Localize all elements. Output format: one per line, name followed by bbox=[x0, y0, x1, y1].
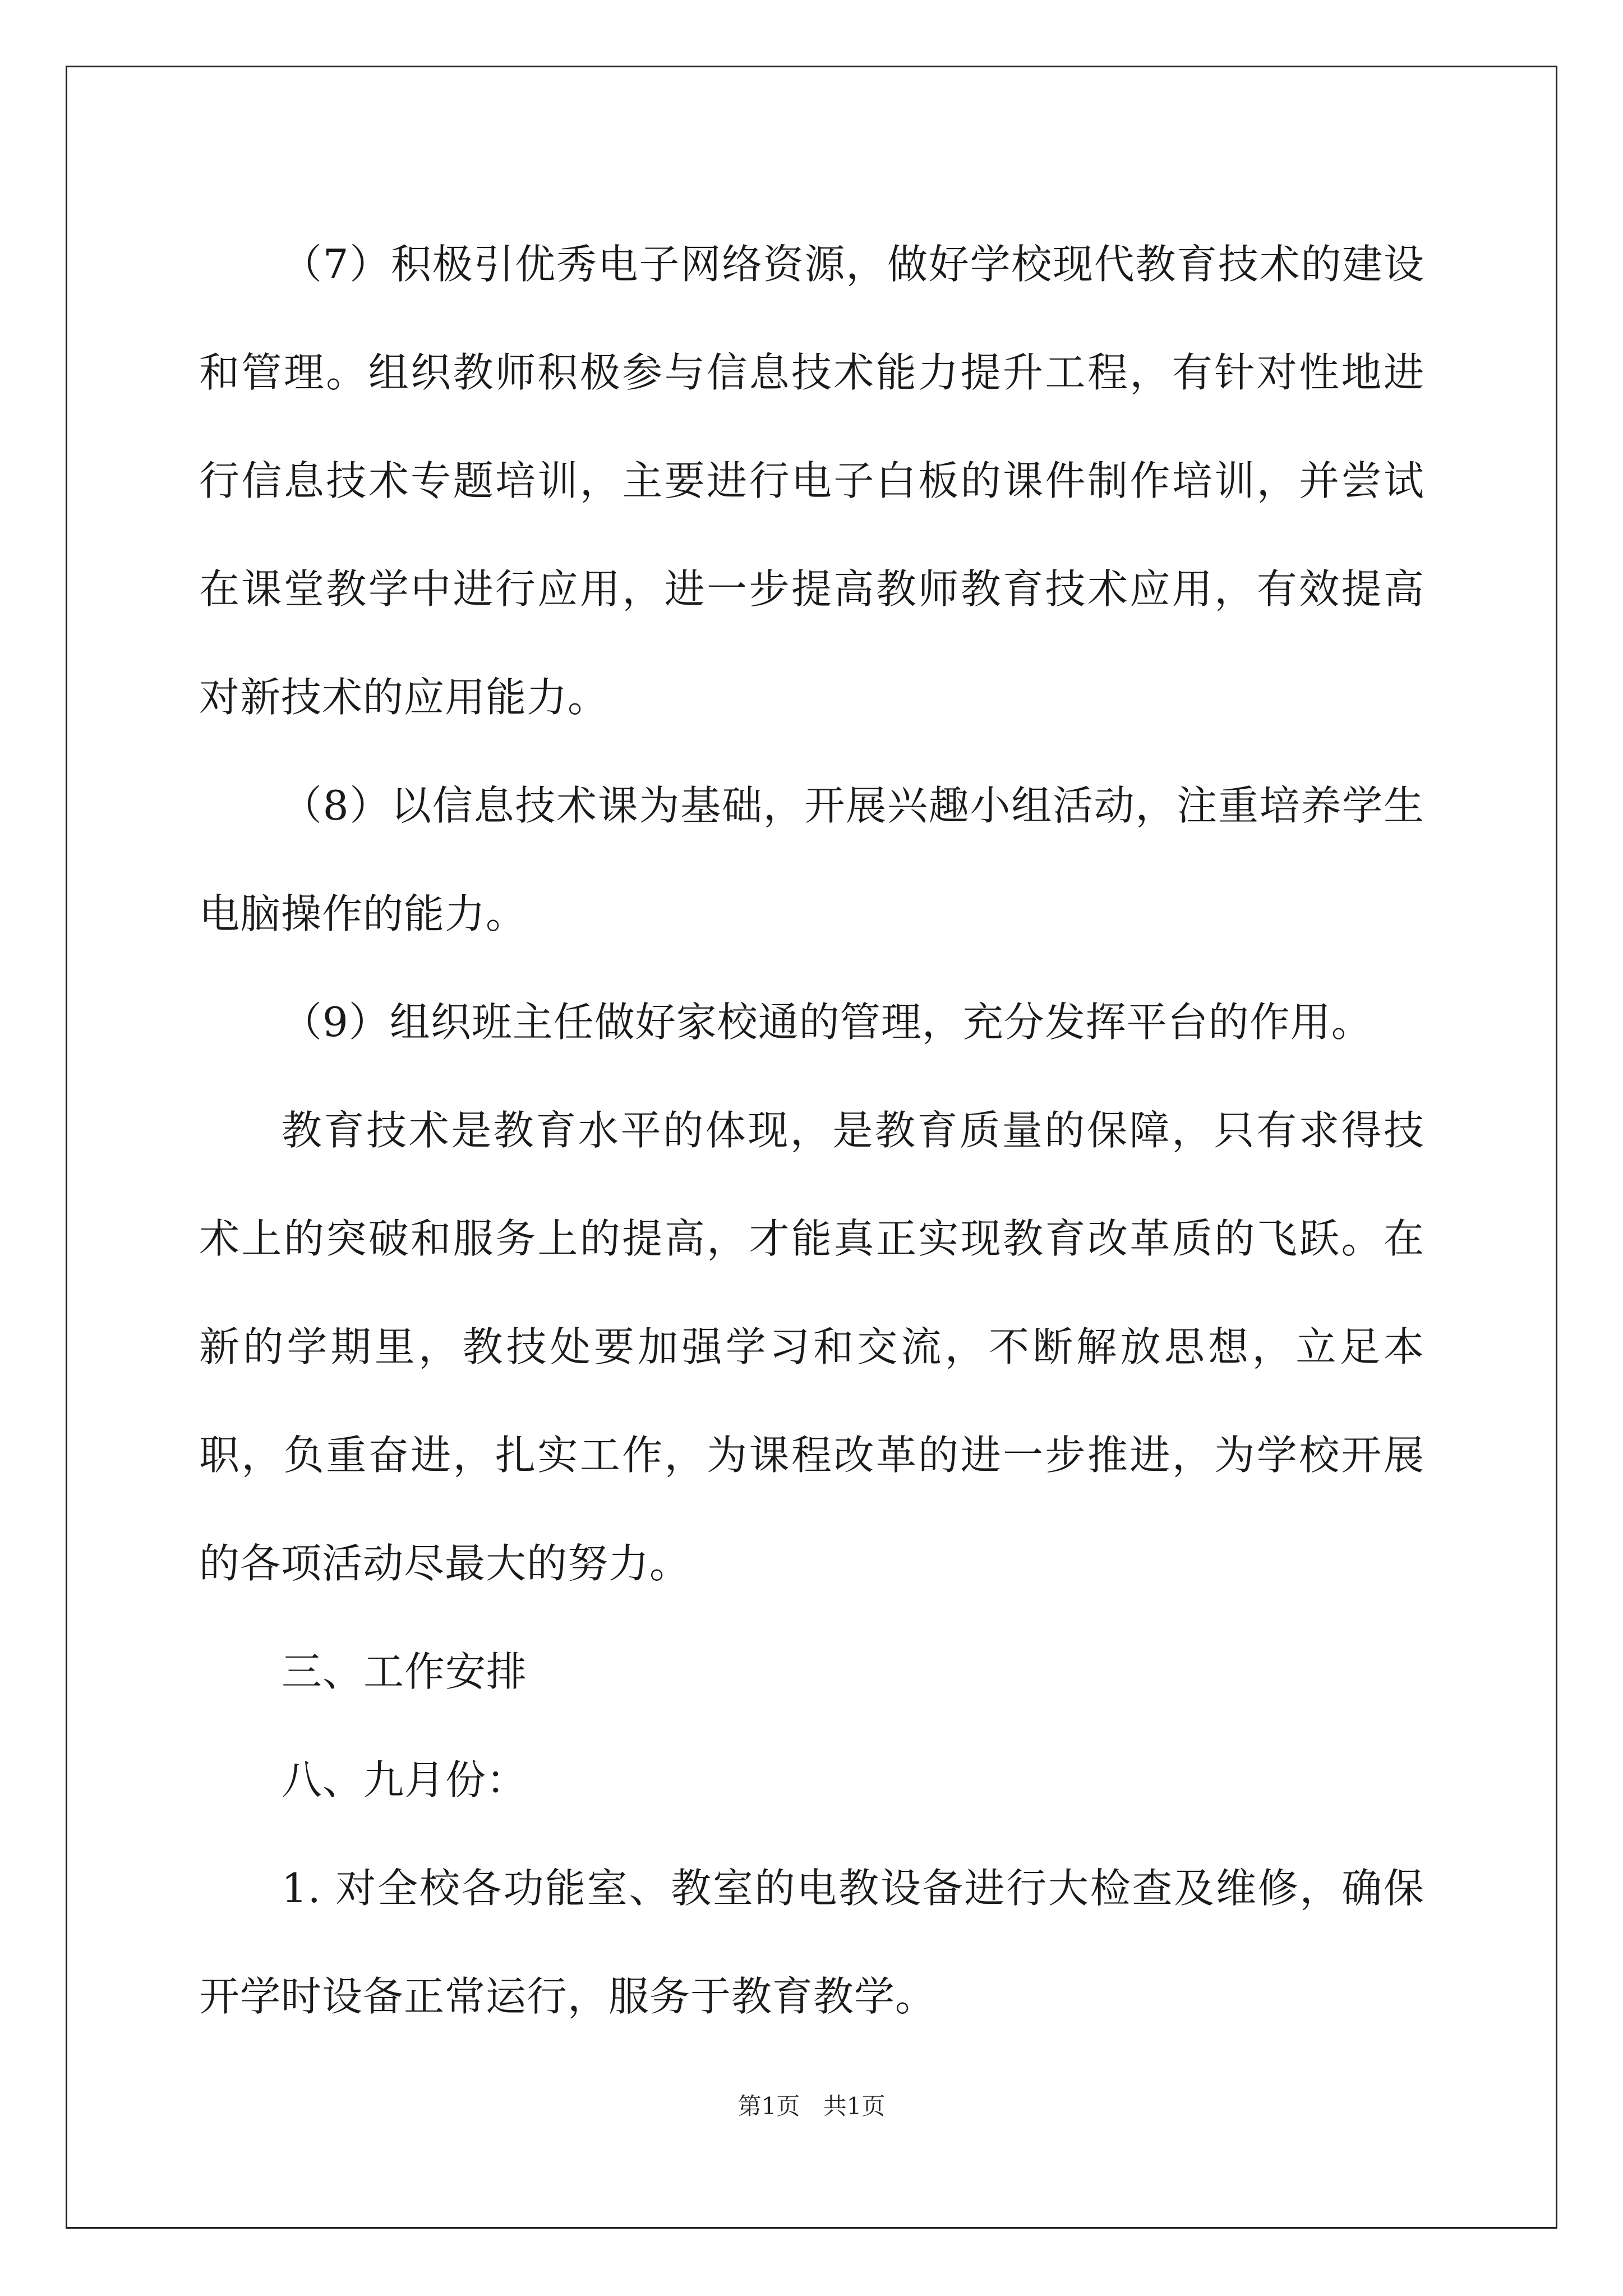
document-body bbox=[199, 210, 1424, 2051]
task-item-1: 1. 对全校各功能室、教室的电教设备进行大检查及维修，确保开学时设备正常运行，服务于教育教学。 bbox=[199, 1865, 1424, 2020]
paragraph-item-9: （9）组织班主任做好家校通的管理，充分发挥平台的作用。 bbox=[282, 999, 1372, 1046]
month-heading: 八、九月份： bbox=[282, 1756, 528, 1803]
page-footer bbox=[0, 2090, 1623, 2123]
page-number-total: 共1页 bbox=[823, 2092, 886, 2120]
paragraph-item-7: （7）积极引优秀电子网络资源，做好学校现代教育技术的建设和管理。组织教师积极参与信息技术能力提升工程，有针对性地进行信息技术专题培训，主要进行电子白板的课件制作培训，并尝试在课堂教学中进行应用，进一步提高教师教育技术应用，有效提高对新技术的应用能力。 bbox=[199, 241, 1424, 721]
page-number-current: 第1页 bbox=[737, 2092, 800, 2120]
paragraph-summary: 教育技术是教育水平的体现，是教育质量的保障，只有求得技术上的突破和服务上的提高，才能真正实现教育改革质的飞跃。在新的学期里，教技处要加强学习和交流，不断解放思想，立足本职，负重奋进，扎实工作，为课程改革的进一步推进，为学校开展的各项活动尽最大的努力。 bbox=[199, 1107, 1424, 1587]
paragraph-item-8: （8）以信息技术课为基础，开展兴趣小组活动，注重培养学生电脑操作的能力。 bbox=[199, 782, 1424, 937]
section-heading: 三、工作安排 bbox=[282, 1648, 528, 1695]
